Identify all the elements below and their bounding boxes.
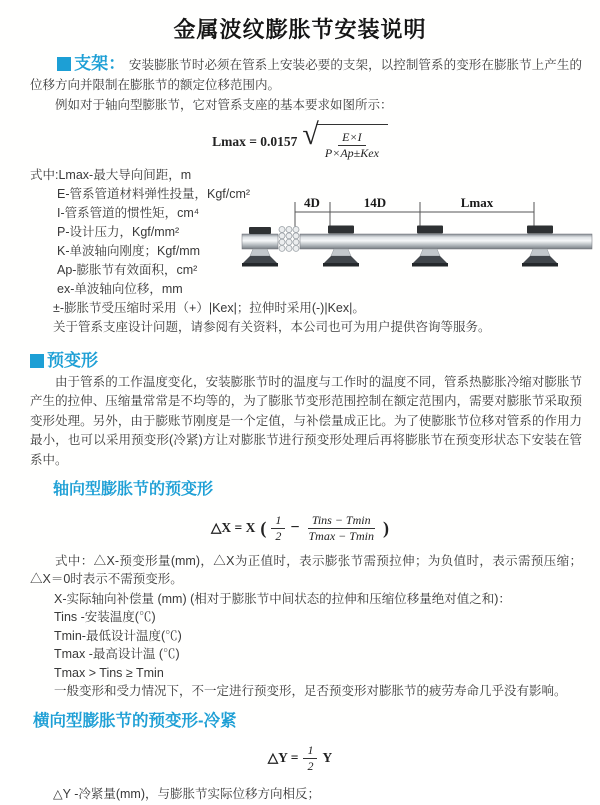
open-paren: ( xyxy=(260,517,267,538)
section-marker-icon xyxy=(57,57,71,71)
lateral-note: △Y -冷紧量(mm)，与膨胀节实际位移方向相反； xyxy=(53,787,321,802)
pipe-main xyxy=(300,234,592,249)
axial-formula-legend: 式中：△X-预变形量(mm)，△X为正值时，表示膨张节需预拉伸；为负值时，表示需预压缩；△X＝0时表示不需预变形。 xyxy=(30,554,582,586)
close-paren: ) xyxy=(382,517,389,538)
support-section-heading: 支架： xyxy=(74,54,126,73)
fraction-numerator: 1 xyxy=(271,513,285,529)
axial-predeform-formula xyxy=(0,510,600,546)
page-title: 金属波纹膨胀节安装说明 xyxy=(173,17,427,42)
fraction-numerator: Tins − Tmin xyxy=(308,513,375,529)
fraction-numerator: 1 xyxy=(303,743,317,759)
pipe-support-diagram xyxy=(240,190,596,268)
dim-label-lmax: Lmax xyxy=(460,195,494,210)
radical-sign-icon: √ xyxy=(302,118,319,151)
note-line: 一般变形和受力情况下，不一定进行预变形，足否预变形对膨胀节的疲劳寿命几乎没有影响。 xyxy=(54,684,567,699)
definition-line: K-单波轴向刚度；Kgf/mm xyxy=(57,243,201,258)
lmax-formula xyxy=(0,118,600,161)
note-line: X-实际轴向补偿量 (mm) (相对于膨胀节中间状态的拉伸和压缩位移量绝对值之和)： xyxy=(54,592,511,606)
note-line: Tmax > Tins ≥ Tmin xyxy=(54,665,164,680)
fraction-denominator: 2 xyxy=(307,758,314,773)
lateral-formula-prefix: △Y = xyxy=(267,750,299,766)
predeform-section-heading: 预变形 xyxy=(47,350,98,370)
section-marker-icon xyxy=(30,354,44,368)
axial-subsection-heading: 轴向型膨胀节的预变形 xyxy=(53,481,214,498)
definition-line: P-设计压力，Kgf/mm² xyxy=(57,224,180,239)
dim-label-14d: 14D xyxy=(363,195,387,210)
lateral-subsection-heading: 横向型膨胀节的预变形-冷紧 xyxy=(33,712,237,731)
fraction-numerator: E×I xyxy=(338,130,365,146)
support-example-line: 例如对于轴向型膨胀节，它对管系支座的基本要求如图所示： xyxy=(55,98,393,112)
sqrt-expression xyxy=(302,118,387,161)
definition-line: ±-膨胀节受压缩时采用（+）|Kex|；拉伸时采用(-)|Kex|。 xyxy=(53,300,365,315)
fraction-denominator: P×Ap±Kex xyxy=(324,146,379,160)
note-line: Tins -安装温度(℃) xyxy=(54,610,156,625)
support-paragraph xyxy=(30,54,582,95)
axial-notes xyxy=(0,590,600,700)
predeform-section-heading-row xyxy=(30,346,600,371)
one-half-fraction xyxy=(271,513,285,544)
definition-line: Ap-膨胀节有效面积，cm² xyxy=(57,262,198,277)
fraction-denominator: Tmax − Tmin xyxy=(308,528,374,543)
minus-sign: − xyxy=(290,519,300,536)
support-intro-text: 安装膨胀节时必须在管系上安装必要的支架，以控制管系的变形在膨胀节上产生的位移方向并限制在膨胀节的额定位移范围内。 xyxy=(30,58,582,92)
one-half-fraction xyxy=(303,743,317,774)
definition-line: ex-单波轴向位移，mm xyxy=(57,281,183,296)
definition-line: E-管系管道材料弹性投量，Kgf/cm² xyxy=(57,186,251,201)
note-line: Tmax -最高设计温 (℃) xyxy=(54,647,180,662)
lateral-predeform-formula xyxy=(0,743,600,773)
dim-label-4d: 4D xyxy=(304,195,320,210)
note-line: Tmin-最低设计温度(℃) xyxy=(54,628,182,643)
bellows-icon xyxy=(279,227,299,252)
definition-line: 关于管系支座设计问题，请参阅有关资料，本公司也可为用户提供咨询等服务。 xyxy=(53,319,491,334)
definition-line: I-管系管道的惯性矩，cm⁴ xyxy=(57,205,200,220)
lateral-formula-suffix: Y xyxy=(322,750,333,766)
temperature-fraction xyxy=(305,513,378,544)
pipe-stub xyxy=(242,234,278,249)
definition-line: 式中:Lmax-最大导向间距，m xyxy=(30,167,192,182)
lmax-formula-prefix: Lmax = 0.0157 xyxy=(212,133,298,149)
axial-formula-prefix: △X = X xyxy=(211,520,256,535)
lmax-formula-fraction xyxy=(321,130,383,161)
fraction-denominator: 2 xyxy=(275,528,282,543)
predeform-paragraph: 由于管系的工作温度变化，安装膨胀节时的温度与工作时的温度不同，管系热膨胀冷缩对膨胀节产生的拉伸、压缩量常常是不均等的，为了膨胀节变形范围控制在额定范围内，需要对膨胀节采取预变形处理。另外，由于膨账节刚度是一个定值，与补偿量成正比。为了使膨胀节位移对管系的作用力最小，也可以采用预变形(冷紧)方让对膨胀节进行预变形处理后再将膨胀节在预变形状态下安装在管系中。 xyxy=(30,374,582,467)
